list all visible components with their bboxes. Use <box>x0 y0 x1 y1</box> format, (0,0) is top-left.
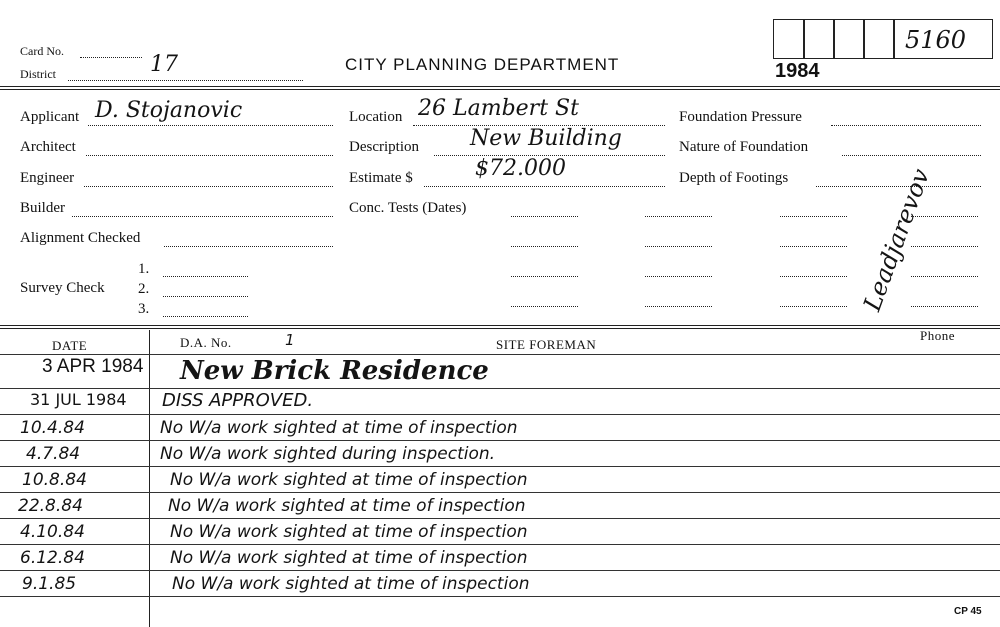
conc-line-14 <box>645 306 712 307</box>
conc-line-10 <box>645 276 712 277</box>
date-column-rule <box>149 330 150 627</box>
description-label: Description <box>349 139 419 155</box>
applicant-line <box>88 125 333 126</box>
engineer-label: Engineer <box>20 170 75 186</box>
applicant-value: D. Stojanovic <box>95 98 243 123</box>
log-entry: DISS APPROVED. <box>162 390 314 411</box>
log-rule <box>0 466 1000 467</box>
conc-line-2 <box>645 216 712 217</box>
builder-line <box>72 216 333 217</box>
conc-line-9 <box>511 276 578 277</box>
header-divider <box>0 86 1000 90</box>
district-label: District <box>20 67 56 81</box>
log-date: 4.10.84 <box>20 522 85 542</box>
log-date: 22.8.84 <box>18 496 83 516</box>
number-box <box>773 19 805 59</box>
conc-line-12 <box>911 276 978 277</box>
log-rule <box>0 354 1000 355</box>
log-rule <box>0 414 1000 415</box>
conc-line-15 <box>780 306 847 307</box>
survey-2-line <box>163 296 248 297</box>
conc-tests-label: Conc. Tests (Dates) <box>349 200 467 216</box>
depth-footings-line <box>816 186 981 187</box>
alignment-line <box>164 246 333 247</box>
conc-line-6 <box>645 246 712 247</box>
card-no-label: Card No. <box>20 44 64 58</box>
log-date: 3 APR 1984 <box>42 356 144 377</box>
phone-header: Phone <box>920 328 955 343</box>
survey-2-label: 2. <box>138 281 150 297</box>
survey-1-line <box>163 276 248 277</box>
log-rule <box>0 544 1000 545</box>
log-entry: No W/a work sighted at time of inspection <box>160 418 518 438</box>
alignment-label: Alignment Checked <box>20 230 141 246</box>
conc-line-11 <box>780 276 847 277</box>
log-date: 10.8.84 <box>22 470 87 490</box>
depth-footings-label: Depth of Footings <box>679 170 789 186</box>
foundation-pressure-label: Foundation Pressure <box>679 109 802 125</box>
log-entry: No W/a work sighted at time of inspection <box>170 548 528 568</box>
location-value: 26 Lambert St <box>418 96 579 121</box>
da-column-header: D.A. No. <box>180 335 232 350</box>
survey-3-line <box>163 316 248 317</box>
conc-line-13 <box>511 306 578 307</box>
log-rule <box>0 440 1000 441</box>
engineer-line <box>84 186 333 187</box>
description-value: New Building <box>470 126 622 151</box>
district-value: 17 <box>150 52 178 77</box>
log-entry: No W/a work sighted during inspection. <box>160 444 496 464</box>
log-entry: No W/a work sighted at time of inspection <box>170 522 528 542</box>
conc-line-1 <box>511 216 578 217</box>
log-entry: No W/a work sighted at time of inspection <box>170 470 528 490</box>
log-rule <box>0 518 1000 519</box>
log-rule <box>0 388 1000 389</box>
conc-line-4 <box>911 216 978 217</box>
architect-label: Architect <box>20 139 76 155</box>
log-date: 10.4.84 <box>20 418 85 438</box>
card-no-line <box>80 57 142 58</box>
log-entry: No W/a work sighted at time of inspection <box>168 496 526 516</box>
survey-3-label: 3. <box>138 301 150 317</box>
log-entry: No W/a work sighted at time of inspection <box>172 574 530 594</box>
conc-line-7 <box>780 246 847 247</box>
architect-line <box>86 155 333 156</box>
log-entry: New Brick Residence <box>180 356 489 386</box>
survey-label: Survey Check <box>20 280 105 296</box>
number-box <box>803 19 835 59</box>
log-divider <box>0 325 1000 329</box>
log-date: 6.12.84 <box>20 548 85 568</box>
date-column-header: DATE <box>52 338 88 353</box>
district-line <box>68 80 303 81</box>
conc-line-16 <box>911 306 978 307</box>
nature-foundation-line <box>842 155 981 156</box>
log-date: 31 JUL 1984 <box>30 390 127 409</box>
estimate-label: Estimate $ <box>349 170 413 186</box>
log-date: 9.1.85 <box>22 574 77 594</box>
inspector-signature: Leadjarevov <box>858 165 936 315</box>
conc-line-3 <box>780 216 847 217</box>
card-number-value: 5160 <box>905 26 967 54</box>
conc-line-8 <box>911 246 978 247</box>
site-foreman-header: SITE FOREMAN <box>496 337 597 352</box>
log-rule <box>0 492 1000 493</box>
department-title: CITY PLANNING DEPARTMENT <box>345 55 620 74</box>
da-value: 1 <box>285 331 295 349</box>
number-box <box>833 19 865 59</box>
nature-foundation-label: Nature of Foundation <box>679 139 809 155</box>
log-date: 4.7.84 <box>26 444 81 464</box>
builder-label: Builder <box>20 200 65 216</box>
estimate-line <box>424 186 665 187</box>
form-code: CP 45 <box>954 606 982 617</box>
conc-line-5 <box>511 246 578 247</box>
log-rule <box>0 596 1000 597</box>
location-label: Location <box>349 109 403 125</box>
estimate-value: $72.000 <box>475 156 566 181</box>
applicant-label: Applicant <box>20 109 80 125</box>
survey-1-label: 1. <box>138 261 150 277</box>
card-year: 1984 <box>775 60 820 82</box>
log-rule <box>0 570 1000 571</box>
foundation-pressure-line <box>831 125 981 126</box>
number-box <box>863 19 895 59</box>
